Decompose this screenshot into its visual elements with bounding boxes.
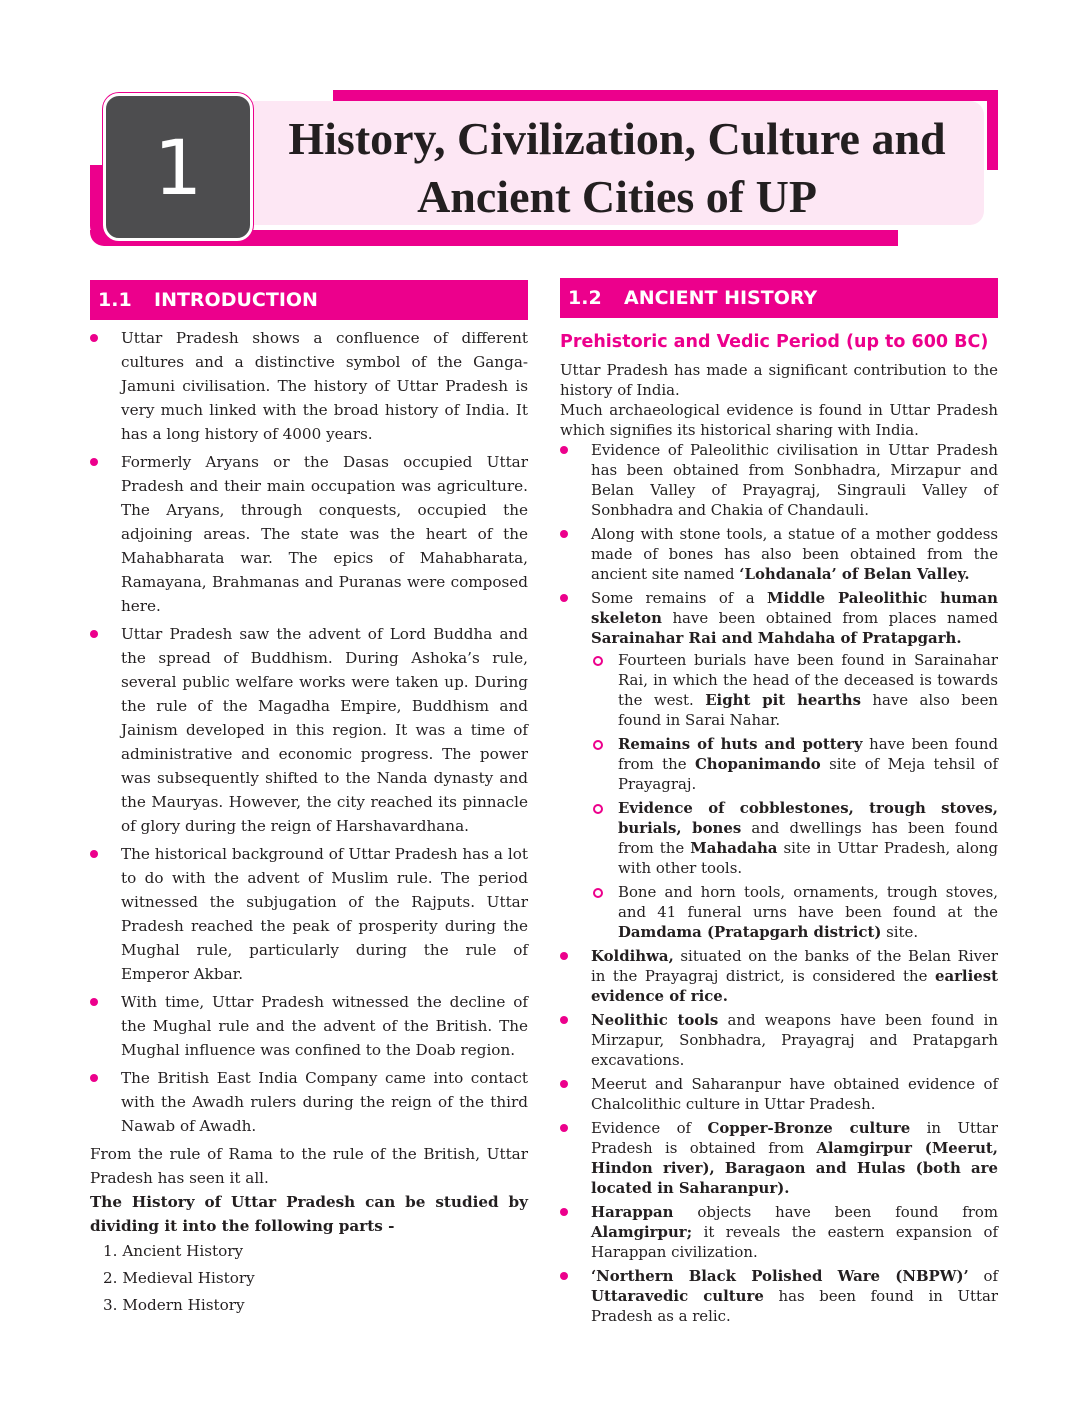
banner-frame-top bbox=[333, 90, 998, 101]
list-item: 3. Modern History bbox=[103, 1296, 245, 1314]
subsection-heading: Prehistoric and Vedic Period (up to 600 BC) bbox=[560, 332, 989, 352]
section-title: INTRODUCTION bbox=[154, 289, 318, 311]
closing-bold-paragraph: The History of Uttar Pradesh can be studied by dividing it into the following parts - bbox=[90, 1193, 528, 1235]
list-item: Along with stone tools, a statue of a mother goddess made of bones has also been obtained from the ancient site named ‘Lohdanala’ of Belan Valley. bbox=[560, 524, 998, 584]
sub-list-item: Evidence of cobblestones, trough stoves, burials, bones and dwellings has been found from the Mahadaha site in Uttar Pradesh, along with other tools. bbox=[591, 798, 998, 878]
section-number: 1.1 bbox=[98, 289, 132, 311]
list-item: The British East India Company came into contact with the Awadh rulers during the reign of the third Nawab of Awadh. bbox=[90, 1066, 528, 1138]
list-item: Meerut and Saharanpur have obtained evidence of Chalcolithic culture in Uttar Pradesh. bbox=[560, 1074, 998, 1114]
chapter-title-line2: Ancient Cities of UP bbox=[417, 171, 817, 222]
list-item: 2. Medieval History bbox=[103, 1269, 255, 1287]
section-title: ANCIENT HISTORY bbox=[624, 287, 818, 309]
chapter-title bbox=[252, 110, 982, 226]
list-item: Koldihwa, situated on the banks of the Belan River in the Prayagraj district, is considered the earliest evidence of rice. bbox=[560, 946, 998, 1006]
list-item: Uttar Pradesh saw the advent of Lord Buddha and the spread of Buddhism. During Ashoka’s rule, several public welfare works were taken up. During the rule of the Magadha Empire, Buddhism and Jainism developed in this region. It was a time of administrative and economic progress. The power was subsequently shifted to the Nanda dynasty and the Mauryas. However, the city reached its pinnacle of glory during the reign of Harshavardhana. bbox=[90, 622, 528, 838]
list-item: Uttar Pradesh shows a confluence of different cultures and a distinctive symbol of the Ganga-Jamuni civilisation. The history of Uttar Pradesh is very much linked with the broad history of India. It has a long history of 4000 years. bbox=[90, 326, 528, 446]
list-item: Formerly Aryans or the Dasas occupied Uttar Pradesh and their main occupation was agriculture. The Aryans, through conquests, occupied the adjoining areas. The state was the heart of the Mahabharata war. The epics of Mahabharata, Ramayana, Brahmanas and Puranas were composed here. bbox=[90, 450, 528, 618]
introduction-list bbox=[90, 326, 528, 1138]
paragraph: Uttar Pradesh has made a significant contribution to the history of India. bbox=[560, 361, 998, 399]
section-header-ancient-history bbox=[560, 278, 998, 318]
chapter-title-line1: History, Civilization, Culture and bbox=[288, 113, 946, 164]
list-item: 1. Ancient History bbox=[103, 1242, 244, 1260]
sub-list-item: Fourteen burials have been found in Sarainahar Rai, in which the head of the deceased is towards the west. Eight pit hearths have also been found in Sarai Nahar. bbox=[591, 650, 998, 730]
list-item: Evidence of Copper-Bronze culture in Uttar Pradesh is obtained from Alamgirpur (Meerut, Hindon river), Baragaon and Hulas (both are located in Saharanpur). bbox=[560, 1118, 998, 1198]
ancient-history-list bbox=[560, 440, 998, 1326]
list-item: The historical background of Uttar Pradesh has a lot to do with the advent of Muslim rule. The period witnessed the subjugation of the Rajputs. Uttar Pradesh reached the peak of prosperity during the Mughal rule, particularly during the rule of Emperor Akbar. bbox=[90, 842, 528, 986]
paragraph: Much archaeological evidence is found in Uttar Pradesh which signifies its historical sharing with India. bbox=[560, 401, 998, 439]
list-item: Evidence of Paleolithic civilisation in Uttar Pradesh has been obtained from Sonbhadra, Mirzapur and Belan Valley of Prayagraj, Singrauli Valley of Sonbhadra and Chakia of Chandauli. bbox=[560, 440, 998, 520]
section-number: 1.2 bbox=[568, 287, 602, 309]
list-item: With time, Uttar Pradesh witnessed the decline of the Mughal rule and the advent of the British. The Mughal influence was confined to the Doab region. bbox=[90, 990, 528, 1062]
parts-list bbox=[90, 1238, 528, 1319]
list-item: Harappan objects have been found from Alamgirpur; it reveals the eastern expansion of Harappan civilization. bbox=[560, 1202, 998, 1262]
closing-paragraph: From the rule of Rama to the rule of the British, Uttar Pradesh has seen it all. bbox=[90, 1145, 528, 1187]
introduction-column bbox=[90, 326, 528, 1319]
ancient-history-column bbox=[560, 330, 998, 1330]
chapter-number: 1 bbox=[103, 93, 253, 241]
sub-list-item: Remains of huts and pottery have been found from the Chopanimando site of Meja tehsil of Prayagraj. bbox=[591, 734, 998, 794]
section-header-introduction bbox=[90, 280, 528, 320]
banner-frame-right bbox=[987, 90, 998, 170]
list-item: Some remains of a Middle Paleolithic human skeleton have been obtained from places named Sarainahar Rai and Mahdaha of Pratapgarh. Fourteen burials have been found in Sarainahar Rai, in which the head of the deceased is towards the west. Eight pit hearths have also been found in Sarai Nahar. Remains of huts and pottery have been found from the Chopanimando site of Meja tehsil of Prayagraj. Evidence of cobblestones, trough stoves, burials, bones and dwellings has been found from the Mahadaha site in Uttar Pradesh, along with other tools. Bone and horn tools, ornaments, trough stoves, and 41 funeral urns have been found at the Damdama (Pratapgarh district) site. bbox=[560, 588, 998, 942]
list-item: Neolithic tools and weapons have been found in Mirzapur, Sonbhadra, Prayagraj and Pratapgarh excavations. bbox=[560, 1010, 998, 1070]
list-item: ‘Northern Black Polished Ware (NBPW)’ of Uttaravedic culture has been found in Uttar Pradesh as a relic. bbox=[560, 1266, 998, 1326]
sub-list bbox=[591, 650, 998, 942]
sub-list-item: Bone and horn tools, ornaments, trough stoves, and 41 funeral urns have been found at the Damdama (Pratapgarh district) site. bbox=[591, 882, 998, 942]
